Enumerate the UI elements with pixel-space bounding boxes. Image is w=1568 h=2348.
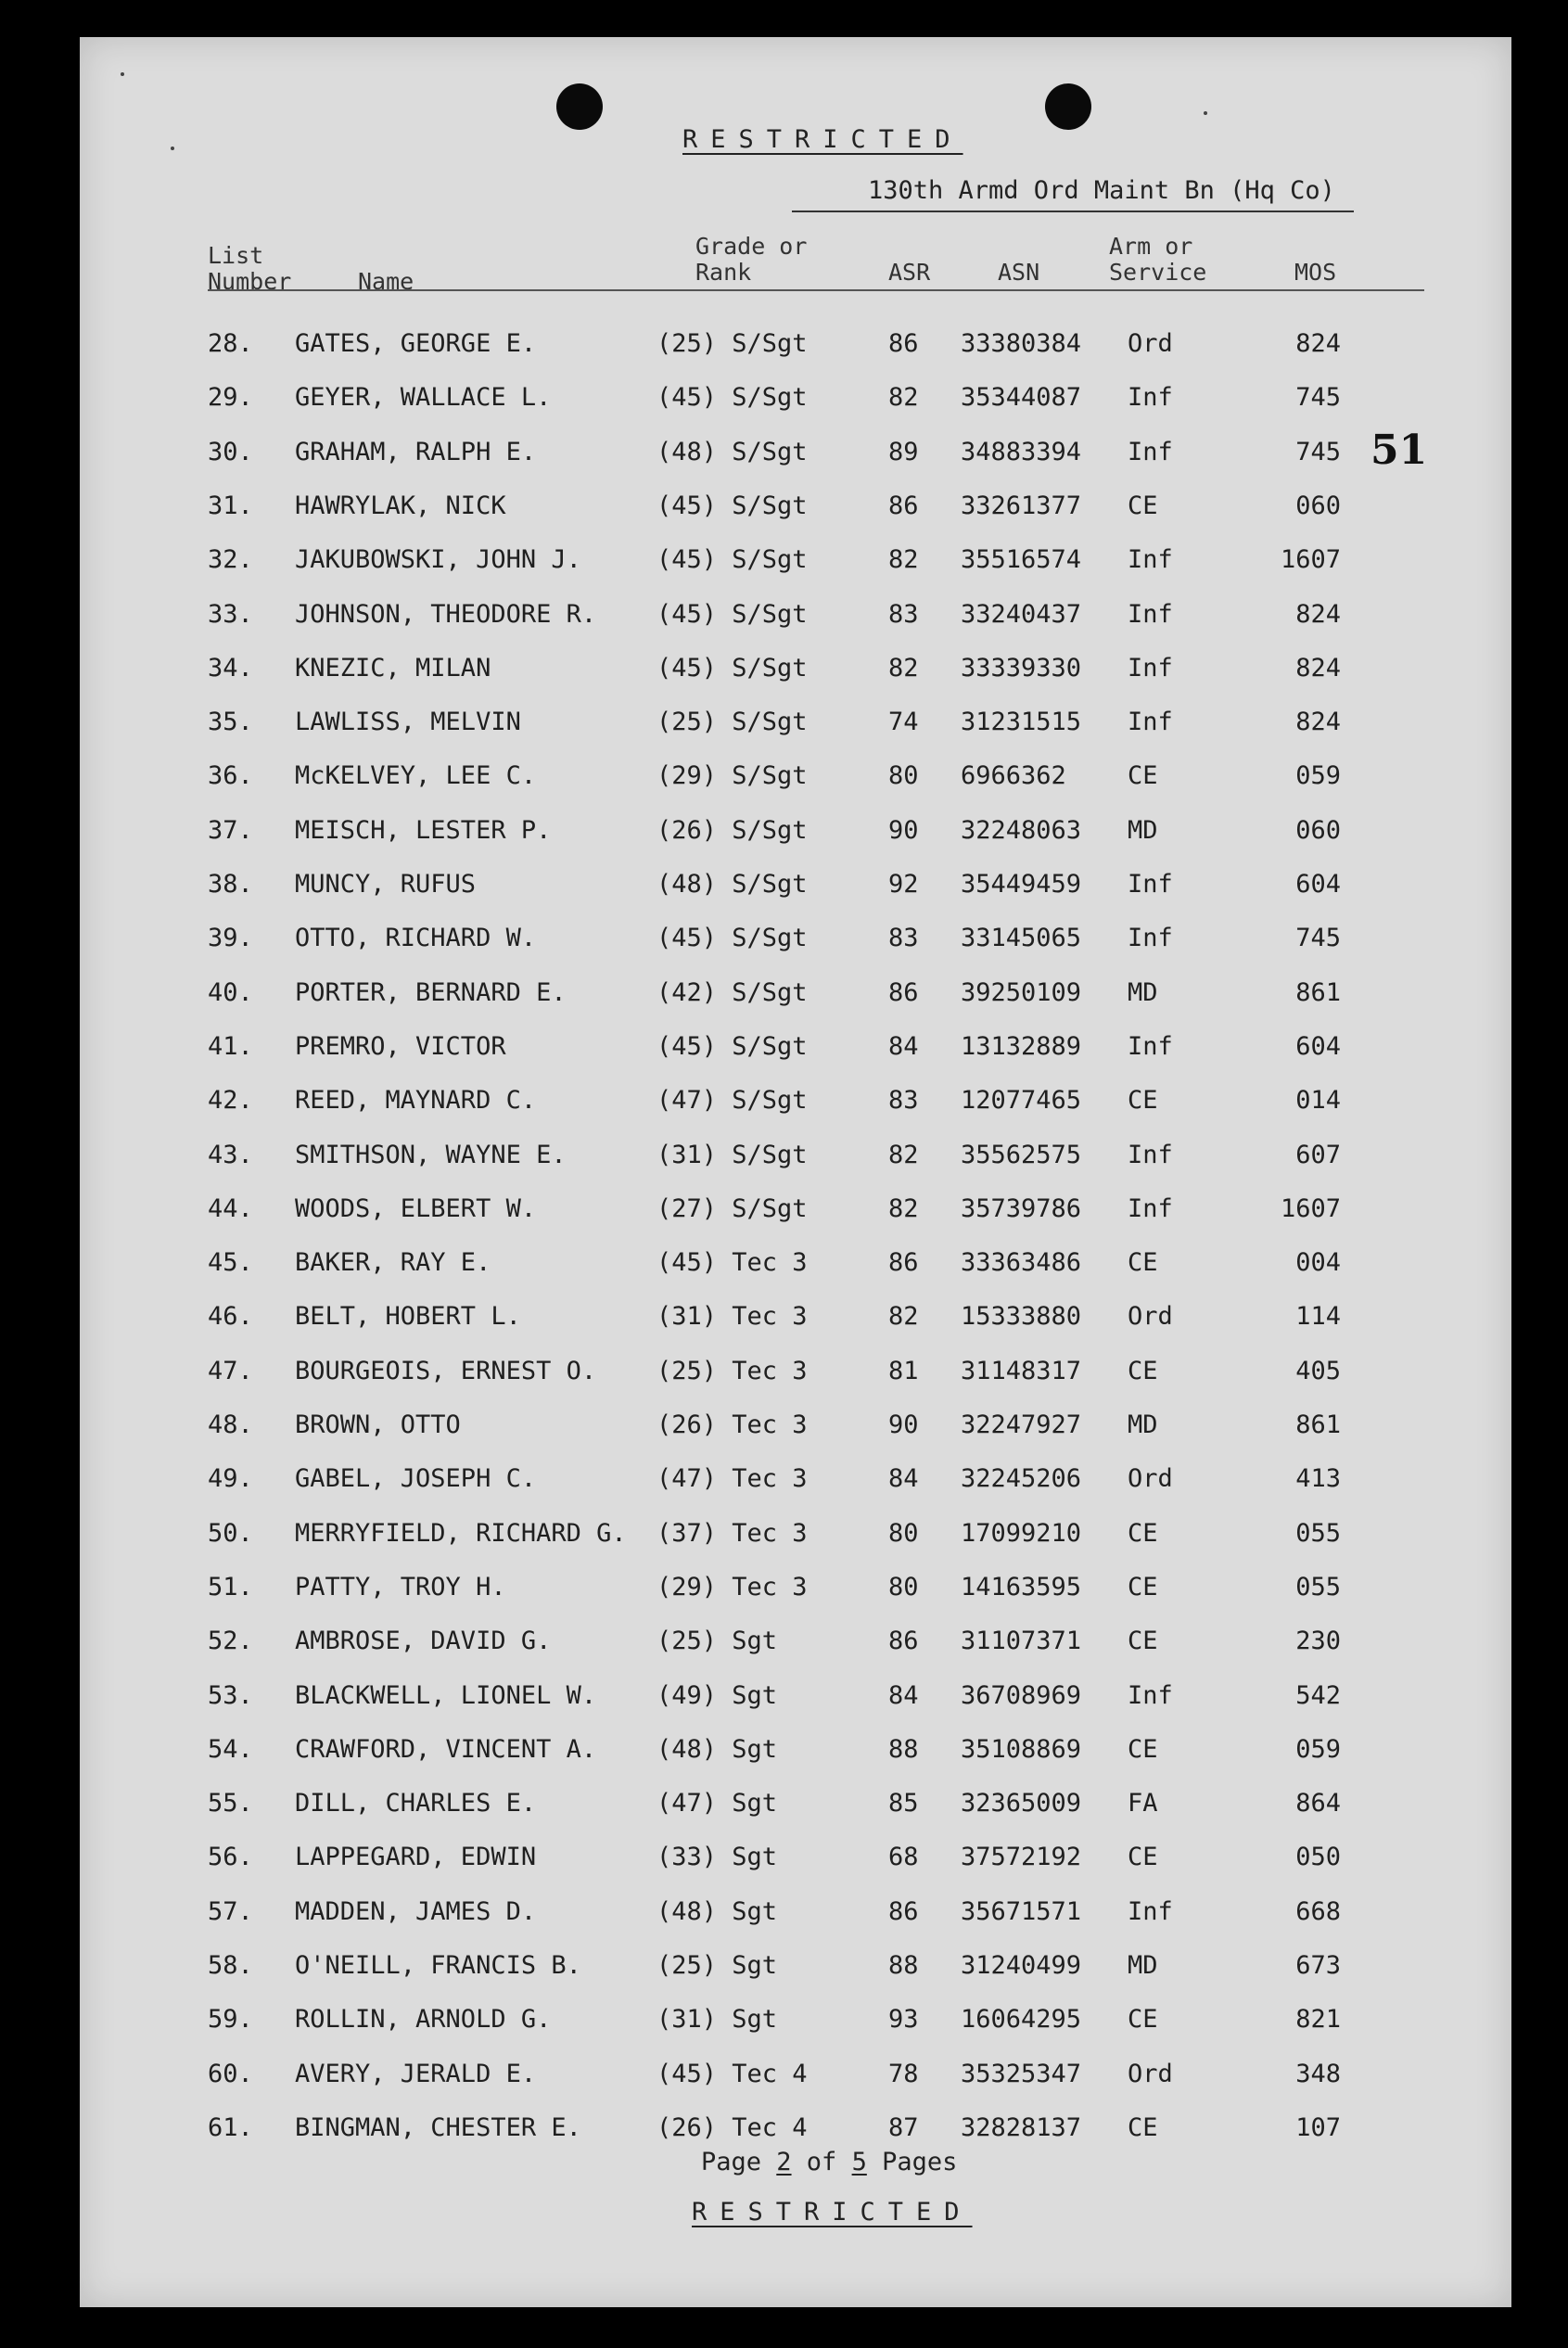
grade-cell: (29) Tec 3	[657, 1572, 808, 1601]
name-cell: MEISCH, LESTER P.	[295, 815, 552, 845]
asn-cell: 32245206	[961, 1464, 1082, 1494]
list-number-cell: 31.	[208, 491, 253, 520]
arm-cell: Inf	[1128, 1680, 1173, 1710]
asr-cell: 88	[888, 1951, 919, 1980]
grade-cell: (48) S/Sgt	[657, 437, 808, 466]
mos-cell: 824	[1295, 708, 1341, 737]
asr-cell: 84	[888, 1464, 919, 1494]
asr-cell: 86	[888, 977, 919, 1007]
roster-row	[80, 1843, 1511, 1876]
arm-cell: Ord	[1128, 1302, 1173, 1332]
list-number-cell: 58.	[208, 1951, 253, 1980]
roster-row	[80, 1302, 1511, 1335]
grade-cell: (48) Sgt	[657, 1896, 778, 1926]
asn-cell: 36708969	[961, 1680, 1082, 1710]
asr-cell: 87	[888, 2112, 919, 2142]
unit-title: 130th Armd Ord Maint Bn (Hq Co)	[792, 176, 1354, 212]
asn-cell: 32248063	[961, 815, 1082, 845]
arm-cell: CE	[1128, 491, 1158, 520]
asn-cell: 35739786	[961, 1193, 1082, 1223]
name-cell: JAKUBOWSKI, JOHN J.	[295, 545, 581, 575]
arm-cell: Ord	[1128, 2059, 1173, 2088]
roster-row	[80, 545, 1511, 579]
arm-cell: CE	[1128, 1356, 1158, 1385]
list-number-cell: 54.	[208, 1734, 253, 1764]
asr-cell: 82	[888, 1193, 919, 1223]
arm-cell: CE	[1128, 761, 1158, 791]
name-cell: SMITHSON, WAYNE E.	[295, 1140, 567, 1169]
mos-cell: 1607	[1280, 545, 1341, 575]
roster-row	[80, 1141, 1511, 1174]
asr-cell: 83	[888, 1086, 919, 1116]
arm-cell: Ord	[1128, 1464, 1173, 1494]
list-number-cell: 61.	[208, 2112, 253, 2142]
list-number-cell: 34.	[208, 653, 253, 683]
asn-cell: 33380384	[961, 329, 1082, 358]
roster-row	[80, 1897, 1511, 1931]
asr-cell: 74	[888, 708, 919, 737]
mos-cell: 405	[1295, 1356, 1341, 1385]
asr-cell: 80	[888, 1518, 919, 1548]
list-number-cell: 55.	[208, 1789, 253, 1818]
list-number-cell: 38.	[208, 870, 253, 899]
name-cell: BOURGEOIS, ERNEST O.	[295, 1356, 597, 1385]
grade-cell: (37) Tec 3	[657, 1518, 808, 1548]
name-cell: JOHNSON, THEODORE R.	[295, 599, 597, 629]
asr-cell: 82	[888, 545, 919, 575]
arm-cell: Inf	[1128, 545, 1173, 575]
roster-row	[80, 383, 1511, 416]
arm-cell: Inf	[1128, 1031, 1173, 1061]
roster-row	[80, 2060, 1511, 2093]
name-cell: CRAWFORD, VINCENT A.	[295, 1734, 597, 1764]
arm-cell: CE	[1128, 1734, 1158, 1764]
name-cell: AMBROSE, DAVID G.	[295, 1627, 552, 1656]
grade-cell: (31) Tec 3	[657, 1302, 808, 1332]
roster-row	[80, 1464, 1511, 1498]
roster-row	[80, 491, 1511, 525]
grade-cell: (45) S/Sgt	[657, 599, 808, 629]
asn-cell: 16064295	[961, 2005, 1082, 2035]
asn-cell: 15333880	[961, 1302, 1082, 1332]
name-cell: McKELVEY, LEE C.	[295, 761, 537, 791]
arm-cell: Inf	[1128, 653, 1173, 683]
scan-speck	[171, 147, 174, 150]
name-cell: HAWRYLAK, NICK	[295, 491, 506, 520]
roster-row	[80, 1357, 1511, 1390]
classification-header: RESTRICTED	[682, 125, 963, 154]
arm-cell: CE	[1128, 1086, 1158, 1116]
name-cell: PORTER, BERNARD E.	[295, 977, 567, 1007]
asn-cell: 39250109	[961, 977, 1082, 1007]
roster-row	[80, 329, 1511, 363]
list-number-cell: 32.	[208, 545, 253, 575]
grade-cell: (25) Sgt	[657, 1627, 778, 1656]
list-number-cell: 46.	[208, 1302, 253, 1332]
col-header-mos: MOS	[1294, 259, 1337, 286]
asn-cell: 35108869	[961, 1734, 1082, 1764]
arm-cell: MD	[1128, 1951, 1158, 1980]
col-header-name: Name	[358, 268, 414, 295]
grade-cell: (45) S/Sgt	[657, 491, 808, 520]
col-header-asn: ASN	[998, 259, 1040, 286]
asr-cell: 81	[888, 1356, 919, 1385]
list-number-cell: 45.	[208, 1248, 253, 1278]
list-number-cell: 43.	[208, 1140, 253, 1169]
asr-cell: 82	[888, 383, 919, 413]
name-cell: AVERY, JERALD E.	[295, 2059, 537, 2088]
page-stamp-number: 51	[1370, 427, 1428, 474]
mos-cell: 745	[1295, 383, 1341, 413]
mos-cell: 059	[1295, 761, 1341, 791]
roster-row	[80, 2113, 1511, 2147]
name-cell: KNEZIC, MILAN	[295, 653, 491, 683]
arm-cell: Inf	[1128, 1140, 1173, 1169]
asn-cell: 33145065	[961, 924, 1082, 953]
asn-cell: 35325347	[961, 2059, 1082, 2088]
roster-row	[80, 1032, 1511, 1066]
grade-cell: (45) S/Sgt	[657, 545, 808, 575]
mos-cell: 055	[1295, 1518, 1341, 1548]
arm-cell: MD	[1128, 1410, 1158, 1439]
asr-cell: 86	[888, 1627, 919, 1656]
list-number-cell: 28.	[208, 329, 253, 358]
grade-cell: (48) Sgt	[657, 1734, 778, 1764]
mos-cell: 230	[1295, 1627, 1341, 1656]
mos-cell: 673	[1295, 1951, 1341, 1980]
grade-cell: (49) Sgt	[657, 1680, 778, 1710]
grade-cell: (45) S/Sgt	[657, 924, 808, 953]
mos-cell: 821	[1295, 2005, 1341, 2035]
list-number-cell: 56.	[208, 1843, 253, 1872]
asr-cell: 84	[888, 1680, 919, 1710]
list-number-cell: 49.	[208, 1464, 253, 1494]
list-number-cell: 52.	[208, 1627, 253, 1656]
name-cell: MADDEN, JAMES D.	[295, 1896, 537, 1926]
asn-cell: 31231515	[961, 708, 1082, 737]
asn-cell: 32365009	[961, 1789, 1082, 1818]
roster-row	[80, 1086, 1511, 1119]
roster-row	[80, 2005, 1511, 2038]
arm-cell: CE	[1128, 1627, 1158, 1656]
asn-cell: 34883394	[961, 437, 1082, 466]
list-number-cell: 57.	[208, 1896, 253, 1926]
roster-row	[80, 1951, 1511, 1984]
scan-speck	[121, 72, 124, 76]
name-cell: BAKER, RAY E.	[295, 1248, 491, 1278]
col-header-list-number: List Number	[208, 242, 292, 295]
mos-cell: 413	[1295, 1464, 1341, 1494]
name-cell: PATTY, TROY H.	[295, 1572, 506, 1601]
name-cell: GEYER, WALLACE L.	[295, 383, 552, 413]
grade-cell: (31) S/Sgt	[657, 1140, 808, 1169]
list-number-cell: 36.	[208, 761, 253, 791]
name-cell: BROWN, OTTO	[295, 1410, 461, 1439]
grade-cell: (42) S/Sgt	[657, 977, 808, 1007]
roster-row	[80, 1627, 1511, 1660]
col-header-arm: Arm or Service	[1109, 233, 1207, 286]
roster-row	[80, 600, 1511, 633]
list-number-cell: 51.	[208, 1572, 253, 1601]
name-cell: GRAHAM, RALPH E.	[295, 437, 537, 466]
mos-cell: 604	[1295, 870, 1341, 899]
arm-cell: CE	[1128, 2005, 1158, 2035]
grade-cell: (47) Sgt	[657, 1789, 778, 1818]
mos-cell: 745	[1295, 437, 1341, 466]
name-cell: MERRYFIELD, RICHARD G.	[295, 1518, 627, 1548]
arm-cell: Inf	[1128, 870, 1173, 899]
arm-cell: CE	[1128, 1248, 1158, 1278]
mos-cell: 745	[1295, 924, 1341, 953]
punch-hole-left	[556, 83, 603, 130]
scan-speck	[1204, 111, 1207, 115]
list-number-cell: 48.	[208, 1410, 253, 1439]
mos-cell: 050	[1295, 1843, 1341, 1872]
arm-cell: CE	[1128, 2112, 1158, 2142]
list-number-cell: 30.	[208, 437, 253, 466]
col-header-asr: ASR	[888, 259, 931, 286]
mos-cell: 059	[1295, 1734, 1341, 1764]
asn-cell: 33261377	[961, 491, 1082, 520]
arm-cell: Inf	[1128, 924, 1173, 953]
list-number-cell: 44.	[208, 1193, 253, 1223]
asn-cell: 32247927	[961, 1410, 1082, 1439]
list-number-cell: 33.	[208, 599, 253, 629]
name-cell: BLACKWELL, LIONEL W.	[295, 1680, 597, 1710]
classification-footer: RESTRICTED	[692, 2198, 973, 2227]
name-cell: WOODS, ELBERT W.	[295, 1193, 537, 1223]
grade-cell: (45) Tec 3	[657, 1248, 808, 1278]
asn-cell: 12077465	[961, 1086, 1082, 1116]
asn-cell: 33240437	[961, 599, 1082, 629]
name-cell: GATES, GEORGE E.	[295, 329, 537, 358]
asr-cell: 85	[888, 1789, 919, 1818]
mos-cell: 114	[1295, 1302, 1341, 1332]
grade-cell: (45) S/Sgt	[657, 1031, 808, 1061]
asr-cell: 89	[888, 437, 919, 466]
mos-cell: 348	[1295, 2059, 1341, 2088]
asn-cell: 35449459	[961, 870, 1082, 899]
name-cell: REED, MAYNARD C.	[295, 1086, 537, 1116]
asn-cell: 32828137	[961, 2112, 1082, 2142]
mos-cell: 824	[1295, 653, 1341, 683]
asr-cell: 90	[888, 1410, 919, 1439]
name-cell: LAPPEGARD, EDWIN	[295, 1843, 537, 1872]
asr-cell: 86	[888, 1896, 919, 1926]
mos-cell: 824	[1295, 329, 1341, 358]
grade-cell: (26) Tec 4	[657, 2112, 808, 2142]
roster-row	[80, 1519, 1511, 1552]
asn-cell: 35562575	[961, 1140, 1082, 1169]
roster-row	[80, 870, 1511, 903]
arm-cell: MD	[1128, 815, 1158, 845]
grade-cell: (33) Sgt	[657, 1843, 778, 1872]
roster-row	[80, 438, 1511, 471]
list-number-cell: 40.	[208, 977, 253, 1007]
roster-row	[80, 1789, 1511, 1822]
roster-row	[80, 924, 1511, 957]
grade-cell: (26) S/Sgt	[657, 815, 808, 845]
asn-cell: 17099210	[961, 1518, 1082, 1548]
arm-cell: Inf	[1128, 383, 1173, 413]
grade-cell: (25) S/Sgt	[657, 708, 808, 737]
arm-cell: Ord	[1128, 329, 1173, 358]
asr-cell: 80	[888, 761, 919, 791]
roster-row	[80, 761, 1511, 795]
mos-cell: 004	[1295, 1248, 1341, 1278]
grade-cell: (31) Sgt	[657, 2005, 778, 2035]
grade-cell: (48) S/Sgt	[657, 870, 808, 899]
arm-cell: CE	[1128, 1572, 1158, 1601]
roster-row	[80, 1681, 1511, 1715]
arm-cell: CE	[1128, 1843, 1158, 1872]
roster-row	[80, 654, 1511, 687]
asr-cell: 90	[888, 815, 919, 845]
name-cell: GABEL, JOSEPH C.	[295, 1464, 537, 1494]
asn-cell: 33339330	[961, 653, 1082, 683]
asr-cell: 83	[888, 924, 919, 953]
arm-cell: FA	[1128, 1789, 1158, 1818]
grade-cell: (45) Tec 4	[657, 2059, 808, 2088]
arm-cell: Inf	[1128, 437, 1173, 466]
mos-cell: 542	[1295, 1680, 1341, 1710]
mos-cell: 060	[1295, 815, 1341, 845]
asn-cell: 31240499	[961, 1951, 1082, 1980]
roster-row	[80, 1410, 1511, 1444]
asr-cell: 92	[888, 870, 919, 899]
list-number-cell: 41.	[208, 1031, 253, 1061]
asr-cell: 86	[888, 491, 919, 520]
asr-cell: 80	[888, 1572, 919, 1601]
roster-row	[80, 1573, 1511, 1606]
asn-cell: 35516574	[961, 545, 1082, 575]
grade-cell: (27) S/Sgt	[657, 1193, 808, 1223]
list-number-cell: 29.	[208, 383, 253, 413]
list-number-cell: 60.	[208, 2059, 253, 2088]
asn-cell: 33363486	[961, 1248, 1082, 1278]
document-sheet	[80, 37, 1511, 2307]
arm-cell: Inf	[1128, 599, 1173, 629]
list-number-cell: 42.	[208, 1086, 253, 1116]
list-number-cell: 47.	[208, 1356, 253, 1385]
list-number-cell: 37.	[208, 815, 253, 845]
asr-cell: 82	[888, 1140, 919, 1169]
asn-cell: 31107371	[961, 1627, 1082, 1656]
asr-cell: 84	[888, 1031, 919, 1061]
name-cell: BINGMAN, CHESTER E.	[295, 2112, 581, 2142]
asr-cell: 93	[888, 2005, 919, 2035]
grade-cell: (45) S/Sgt	[657, 653, 808, 683]
grade-cell: (45) S/Sgt	[657, 383, 808, 413]
mos-cell: 107	[1295, 2112, 1341, 2142]
grade-cell: (25) Sgt	[657, 1951, 778, 1980]
roster-row	[80, 1194, 1511, 1228]
punch-hole-right	[1045, 83, 1091, 130]
asr-cell: 78	[888, 2059, 919, 2088]
arm-cell: Inf	[1128, 1193, 1173, 1223]
asn-cell: 35344087	[961, 383, 1082, 413]
roster-row	[80, 1248, 1511, 1282]
asr-cell: 82	[888, 1302, 919, 1332]
arm-cell: Inf	[1128, 708, 1173, 737]
name-cell: LAWLISS, MELVIN	[295, 708, 521, 737]
grade-cell: (25) S/Sgt	[657, 329, 808, 358]
mos-cell: 861	[1295, 1410, 1341, 1439]
asn-cell: 35671571	[961, 1896, 1082, 1926]
name-cell: DILL, CHARLES E.	[295, 1789, 537, 1818]
asr-cell: 83	[888, 599, 919, 629]
asr-cell: 88	[888, 1734, 919, 1764]
asn-cell: 13132889	[961, 1031, 1082, 1061]
asn-cell: 37572192	[961, 1843, 1082, 1872]
grade-cell: (26) Tec 3	[657, 1410, 808, 1439]
col-header-grade: Grade or Rank	[695, 233, 808, 286]
mos-cell: 824	[1295, 599, 1341, 629]
mos-cell: 014	[1295, 1086, 1341, 1116]
mos-cell: 604	[1295, 1031, 1341, 1061]
mos-cell: 607	[1295, 1140, 1341, 1169]
asn-cell: 6966362	[961, 761, 1066, 791]
roster-row	[80, 816, 1511, 849]
roster-row	[80, 1735, 1511, 1768]
roster-row	[80, 978, 1511, 1012]
list-number-cell: 59.	[208, 2005, 253, 2035]
name-cell: BELT, HOBERT L.	[295, 1302, 521, 1332]
page-footer: Page 2 of 5 Pages	[701, 2148, 958, 2176]
mos-cell: 1607	[1280, 1193, 1341, 1223]
mos-cell: 060	[1295, 491, 1341, 520]
list-number-cell: 39.	[208, 924, 253, 953]
list-number-cell: 50.	[208, 1518, 253, 1548]
roster-row	[80, 708, 1511, 741]
asn-cell: 14163595	[961, 1572, 1082, 1601]
name-cell: PREMRO, VICTOR	[295, 1031, 506, 1061]
header-rule	[208, 289, 1424, 291]
arm-cell: MD	[1128, 977, 1158, 1007]
mos-cell: 861	[1295, 977, 1341, 1007]
grade-cell: (25) Tec 3	[657, 1356, 808, 1385]
arm-cell: CE	[1128, 1518, 1158, 1548]
arm-cell: Inf	[1128, 1896, 1173, 1926]
name-cell: O'NEILL, FRANCIS B.	[295, 1951, 581, 1980]
mos-cell: 668	[1295, 1896, 1341, 1926]
list-number-cell: 53.	[208, 1680, 253, 1710]
grade-cell: (47) S/Sgt	[657, 1086, 808, 1116]
grade-cell: (29) S/Sgt	[657, 761, 808, 791]
asr-cell: 86	[888, 329, 919, 358]
name-cell: ROLLIN, ARNOLD G.	[295, 2005, 552, 2035]
name-cell: OTTO, RICHARD W.	[295, 924, 537, 953]
asr-cell: 82	[888, 653, 919, 683]
name-cell: MUNCY, RUFUS	[295, 870, 477, 899]
asr-cell: 86	[888, 1248, 919, 1278]
list-number-cell: 35.	[208, 708, 253, 737]
mos-cell: 055	[1295, 1572, 1341, 1601]
mos-cell: 864	[1295, 1789, 1341, 1818]
asn-cell: 31148317	[961, 1356, 1082, 1385]
grade-cell: (47) Tec 3	[657, 1464, 808, 1494]
asr-cell: 68	[888, 1843, 919, 1872]
